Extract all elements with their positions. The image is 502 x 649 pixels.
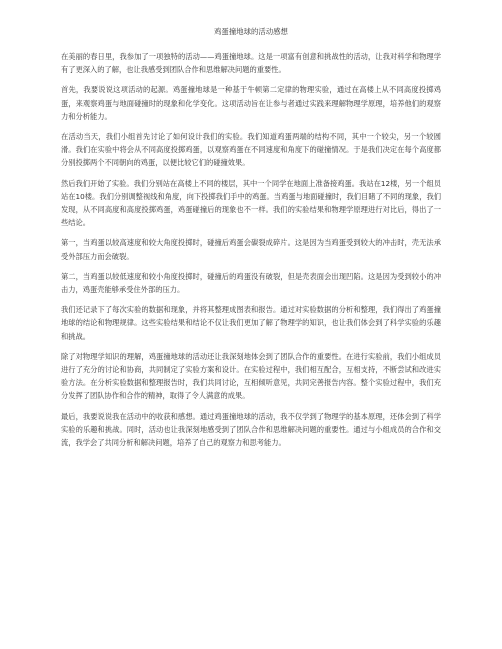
- paragraph-teamwork: 除了对物理学知识的理解，鸡蛋撞地球的活动还让我深刻地体会到了团队合作的重要性。在进行实验前，我们小组成员进行了充分的讨论和协商，共同制定了实验方案和设计。在实验过程中，我们相互配合，互相支持，不断尝试和改进实验方法。在分析实验数据和整理报告时，我们共同讨论，互相倾听意见，共同完善报告内容。整个实验过程中，我们充分发挥了团队协作和合作的精神，取得了令人满意的成果。: [61, 351, 441, 401]
- paragraph-origin-intro: 在美丽的春日里，我参加了一项独特的活动——鸡蛋撞地球。这是一项富有创意和挑战性的活动，让我对科学和物理学有了更深入的了解，也让我感受到团队合作和思维解决问题的重要性。: [61, 52, 441, 75]
- document-body: [61, 50, 441, 456]
- paragraph-conclusion-two: 第二，当鸡蛋以较低速度和较小角度投掷时，碰撞后的鸡蛋没有破裂，但是壳表面会出现凹陷。这是因为受到较小的冲击力，鸡蛋壳能够承受住外部的压力。: [61, 271, 441, 295]
- paragraph-experiment-process: 然后我们开始了实验。我们分别站在高楼上不同的楼层，其中一个同学在地面上准备接鸡蛋。我站在12楼，另一个组员站在10楼。我们分别调整视线和角度，向下投掷我们手中的鸡蛋。当鸡蛋与地面碰撞时，我们目睹了不同的现象，我们发现，从不同高度和高度投掷鸡蛋，鸡蛋碰撞后的现象也不一样。我们的实验结果和物理学原理进行对比后，得出了一些结论。: [61, 178, 441, 228]
- paragraph-data-analysis: 我们还记录下了每次实验的数据和现象，并将其整理成图表和报告。通过对实验数据的分析和整理，我们得出了鸡蛋撞地球的结论和物理规律。这些实验结果和结论不仅让我们更加了解了物理学的知识，也让我们体会到了科学实验的乐趣和挑战。: [61, 305, 441, 341]
- paragraph-reflection: 最后，我要说说我在活动中的收获和感想。通过鸡蛋撞地球的活动，我不仅学到了物理学的基本原理，还体会到了科学实验的乐趣和挑战。同时，活动也让我深刻地感受到了团队合作和思维解决问题的重要性。通过与小组成员的合作和交流，我学会了共同分析和解决问题，培养了自己的观察力和思考能力。: [61, 411, 441, 448]
- paragraph-experiment-design: 在活动当天，我们小组首先讨论了如何设计我们的实验。我们知道鸡蛋两端的结构不同，其中一个较尖，另一个较圆滑。我们在实验中将会从不同高度投掷鸡蛋，以观察鸡蛋在不同速度和角度下的碰撞情况。于是我们决定在每个高度都分别投掷两个不同朝向的鸡蛋，以便比较它们的碰撞效果。: [61, 132, 441, 168]
- paragraph-conclusion-one: 第一，当鸡蛋以较高速度和较大角度投掷时，碰撞后鸡蛋会碳裂成碎片。这是因为当鸡蛋受到较大的冲击时，壳无法承受外部压力而会破裂。: [61, 238, 441, 261]
- paragraph-activity-origin: 首先，我要说说这项活动的起源。鸡蛋撞地球是一种基于牛顿第二定律的物理实验，通过在高楼上从不同高度投掷鸡蛋，来观察鸡蛋与地面碰撞时的现象和化学变化。这项活动旨在让参与者通过实践来理解物理学原理，培养他们的观察力和分析能力。: [61, 85, 441, 121]
- document-title: 鸡蛋撞地球的活动感想: [214, 27, 288, 36]
